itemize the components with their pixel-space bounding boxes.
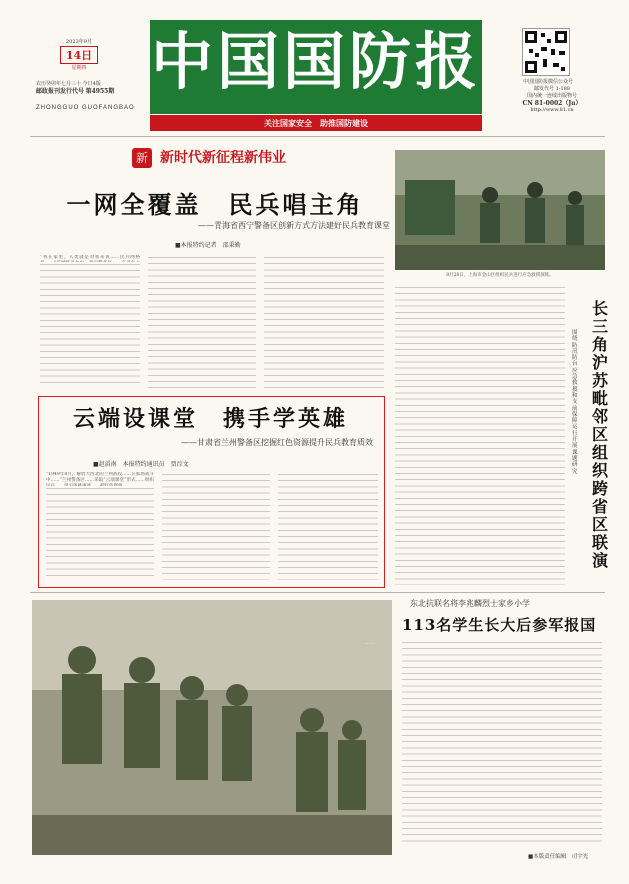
masthead-divider bbox=[30, 136, 605, 137]
article1-col1-lines bbox=[40, 262, 140, 388]
page-editor: ■本版责任编辑 司宇光 bbox=[528, 854, 589, 860]
postal-number: 邮发代号 1-188 bbox=[533, 86, 570, 92]
article1-col2-lines bbox=[148, 255, 256, 388]
photo-students bbox=[32, 600, 392, 855]
qr-caption: 中国国防报微信公众号 bbox=[522, 79, 573, 85]
article1-col3-lines bbox=[264, 255, 384, 388]
article1-title: 一网全覆盖 民兵唱主角 bbox=[66, 190, 364, 219]
article1-text: “我在家里，人类就是对我来说……民兵网格 bbox=[40, 255, 140, 260]
page-count: 今日4版 bbox=[82, 81, 101, 87]
bottom-article-title: 113名学生长大后参军报国 bbox=[402, 616, 597, 634]
newspaper-logo: 中国国防报 bbox=[150, 25, 481, 98]
date-box bbox=[60, 38, 98, 71]
lunar-date: 农历癸卯年七月三十 bbox=[36, 81, 82, 87]
article2-subtitle: ——甘肃省兰州警备区挖掘红色资源提升民兵教育质效 bbox=[181, 438, 373, 447]
article2-col2-lines bbox=[162, 472, 270, 580]
right-article-lines bbox=[395, 285, 565, 585]
article2-byline: ■赵滔南 本报特约通讯员 贾淙文 bbox=[93, 461, 189, 468]
article2-title: 云端设课堂 携手学英雄 bbox=[72, 406, 348, 432]
date-day: 14日 bbox=[60, 46, 98, 64]
postal-code: 邮政报刊发行代号 bbox=[36, 88, 85, 95]
article2-col3-lines bbox=[278, 472, 378, 580]
photo2-caption: …… bbox=[365, 640, 375, 646]
article2-text: “1949年8月，解放大西北的兰州战役……在那场战斗中……”兰州警备区……采取“云端课堂”形式……组织 bbox=[46, 472, 154, 484]
cn-label: 国内统一连续出版物号 bbox=[526, 93, 577, 99]
column-header: 新时代新征程新伟业 bbox=[160, 150, 286, 166]
column-header-icon: 新 bbox=[132, 148, 152, 168]
masthead-pinyin: ZHONGGUO GUOFANGBAO bbox=[36, 105, 135, 111]
slogan-bar: 关注国家安全 助推国防建设 bbox=[150, 115, 482, 131]
website: http://www.81.cn bbox=[530, 107, 574, 113]
bottom-article-kicker: 东北抗联名将李兆麟烈士家乡小学 bbox=[410, 599, 530, 608]
bottom-divider bbox=[30, 592, 605, 593]
right-article-subtitle: 围绕防汛防台应急救援和支前保障运行开展课题研究 bbox=[572, 330, 578, 475]
right-article-title: 长三角沪苏毗邻区组织跨省区联演 bbox=[592, 299, 609, 570]
photo-rescue-drill bbox=[395, 150, 605, 270]
qr-code-icon bbox=[522, 28, 570, 76]
masthead-info bbox=[36, 80, 146, 96]
article2-col1-lines bbox=[46, 486, 154, 580]
issue-no: 第4955期 bbox=[85, 88, 115, 95]
weekday: 星期四 bbox=[71, 65, 87, 71]
publication-info bbox=[502, 86, 602, 114]
article1-subtitle: ——青海省西宁警备区创新方式方法建好民兵教育课堂 bbox=[198, 221, 390, 230]
article1-byline: ■本报特约记者 邵秉勤 bbox=[175, 242, 241, 249]
bottom-article-lines bbox=[402, 640, 602, 845]
photo1-caption: 8月28日，上海市金山区组织民兵进行应急救援演练。 bbox=[446, 273, 554, 278]
cn-number: CN 81-0002（Ju） bbox=[522, 100, 582, 107]
date-year-month: 2023年9月 bbox=[66, 39, 92, 45]
